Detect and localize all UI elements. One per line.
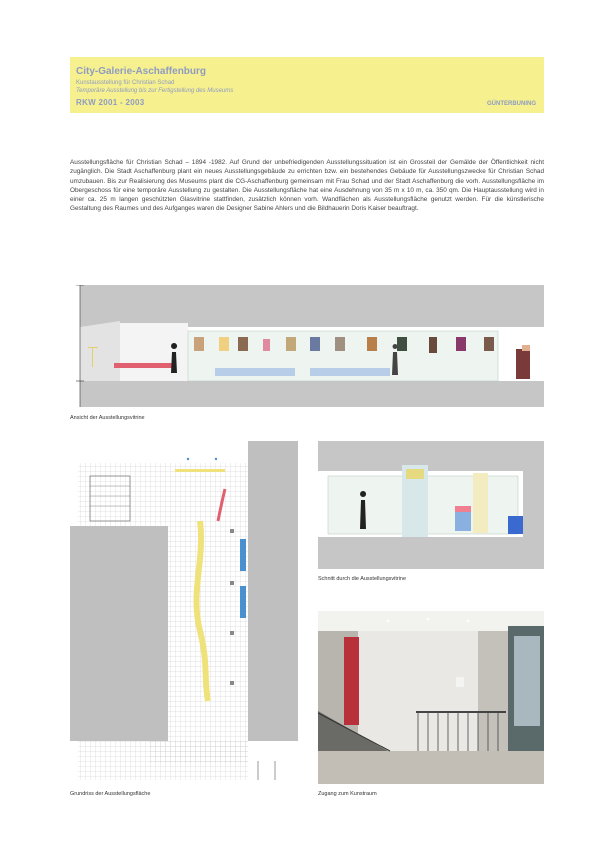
- elevation-caption: Ansicht der Ausstellungsvitrine: [70, 415, 145, 421]
- description-paragraph: Ausstellungsfläche für Christian Schad – 1894 -1982. Auf Grund der unbefriedigenden Ausstellungssituation ist ein Grossteil der Gemälde der Öffentlichkeit nicht zugänglich. Die Stadt Aschaffenburg plant ein neues Ausstellungsgebäude zu errichten bzw. ein bestehendes Gebäude für Ausstellungszwecke für Christian Schad umzubauen. Bis zur Realisierung des Museums plant die CG-Aschaffenburg gemeinsam mit Frau Schad und der Stadt Aschaffenburg die vorh. Ausstellungsfläche im Obergeschoss für eine temporäre Ausstellung zu gestalten. Die Ausstellungsfläche hat eine Ausdehnung von 35 m x 10 m, ca. 350 qm. Die Hauptausstellung wird in einer ca. 25 m langen geschützten Glasvitrine stattfinden, zusätzlich können vorh. Wandflächen als Ausstellungsfläche genutzt werden. Für die künstlerische Gestaltung des Raumes und des Aufganges waren die Designer Sabine Ahlers und die Bildhauerin Doris Kaiser beauftragt.: [70, 159, 544, 213]
- stairwell-photo: [318, 611, 544, 784]
- section-drawing: [318, 441, 544, 569]
- project-description: Temporäre Ausstellung bis zur Fertigstellung des Museums: [76, 88, 234, 94]
- project-title: City-Galerie-Aschaffenburg: [76, 66, 207, 77]
- project-subtitle: Kunstausstellung für Christian Schad: [76, 80, 175, 86]
- photo-caption: Zugang zum Kunstraum: [318, 791, 377, 797]
- header-banner: [70, 57, 544, 113]
- section-caption: Schnitt durch die Ausstellungsvitrine: [318, 576, 407, 582]
- floor-plan-drawing: [70, 441, 298, 780]
- elevation-drawing: [70, 285, 544, 407]
- project-code: RKW 2001 - 2003: [76, 98, 145, 107]
- plan-caption: Grundriss der Ausstellungsfläche: [70, 791, 151, 797]
- brand-logo: GÜNTERBUNING: [487, 101, 536, 107]
